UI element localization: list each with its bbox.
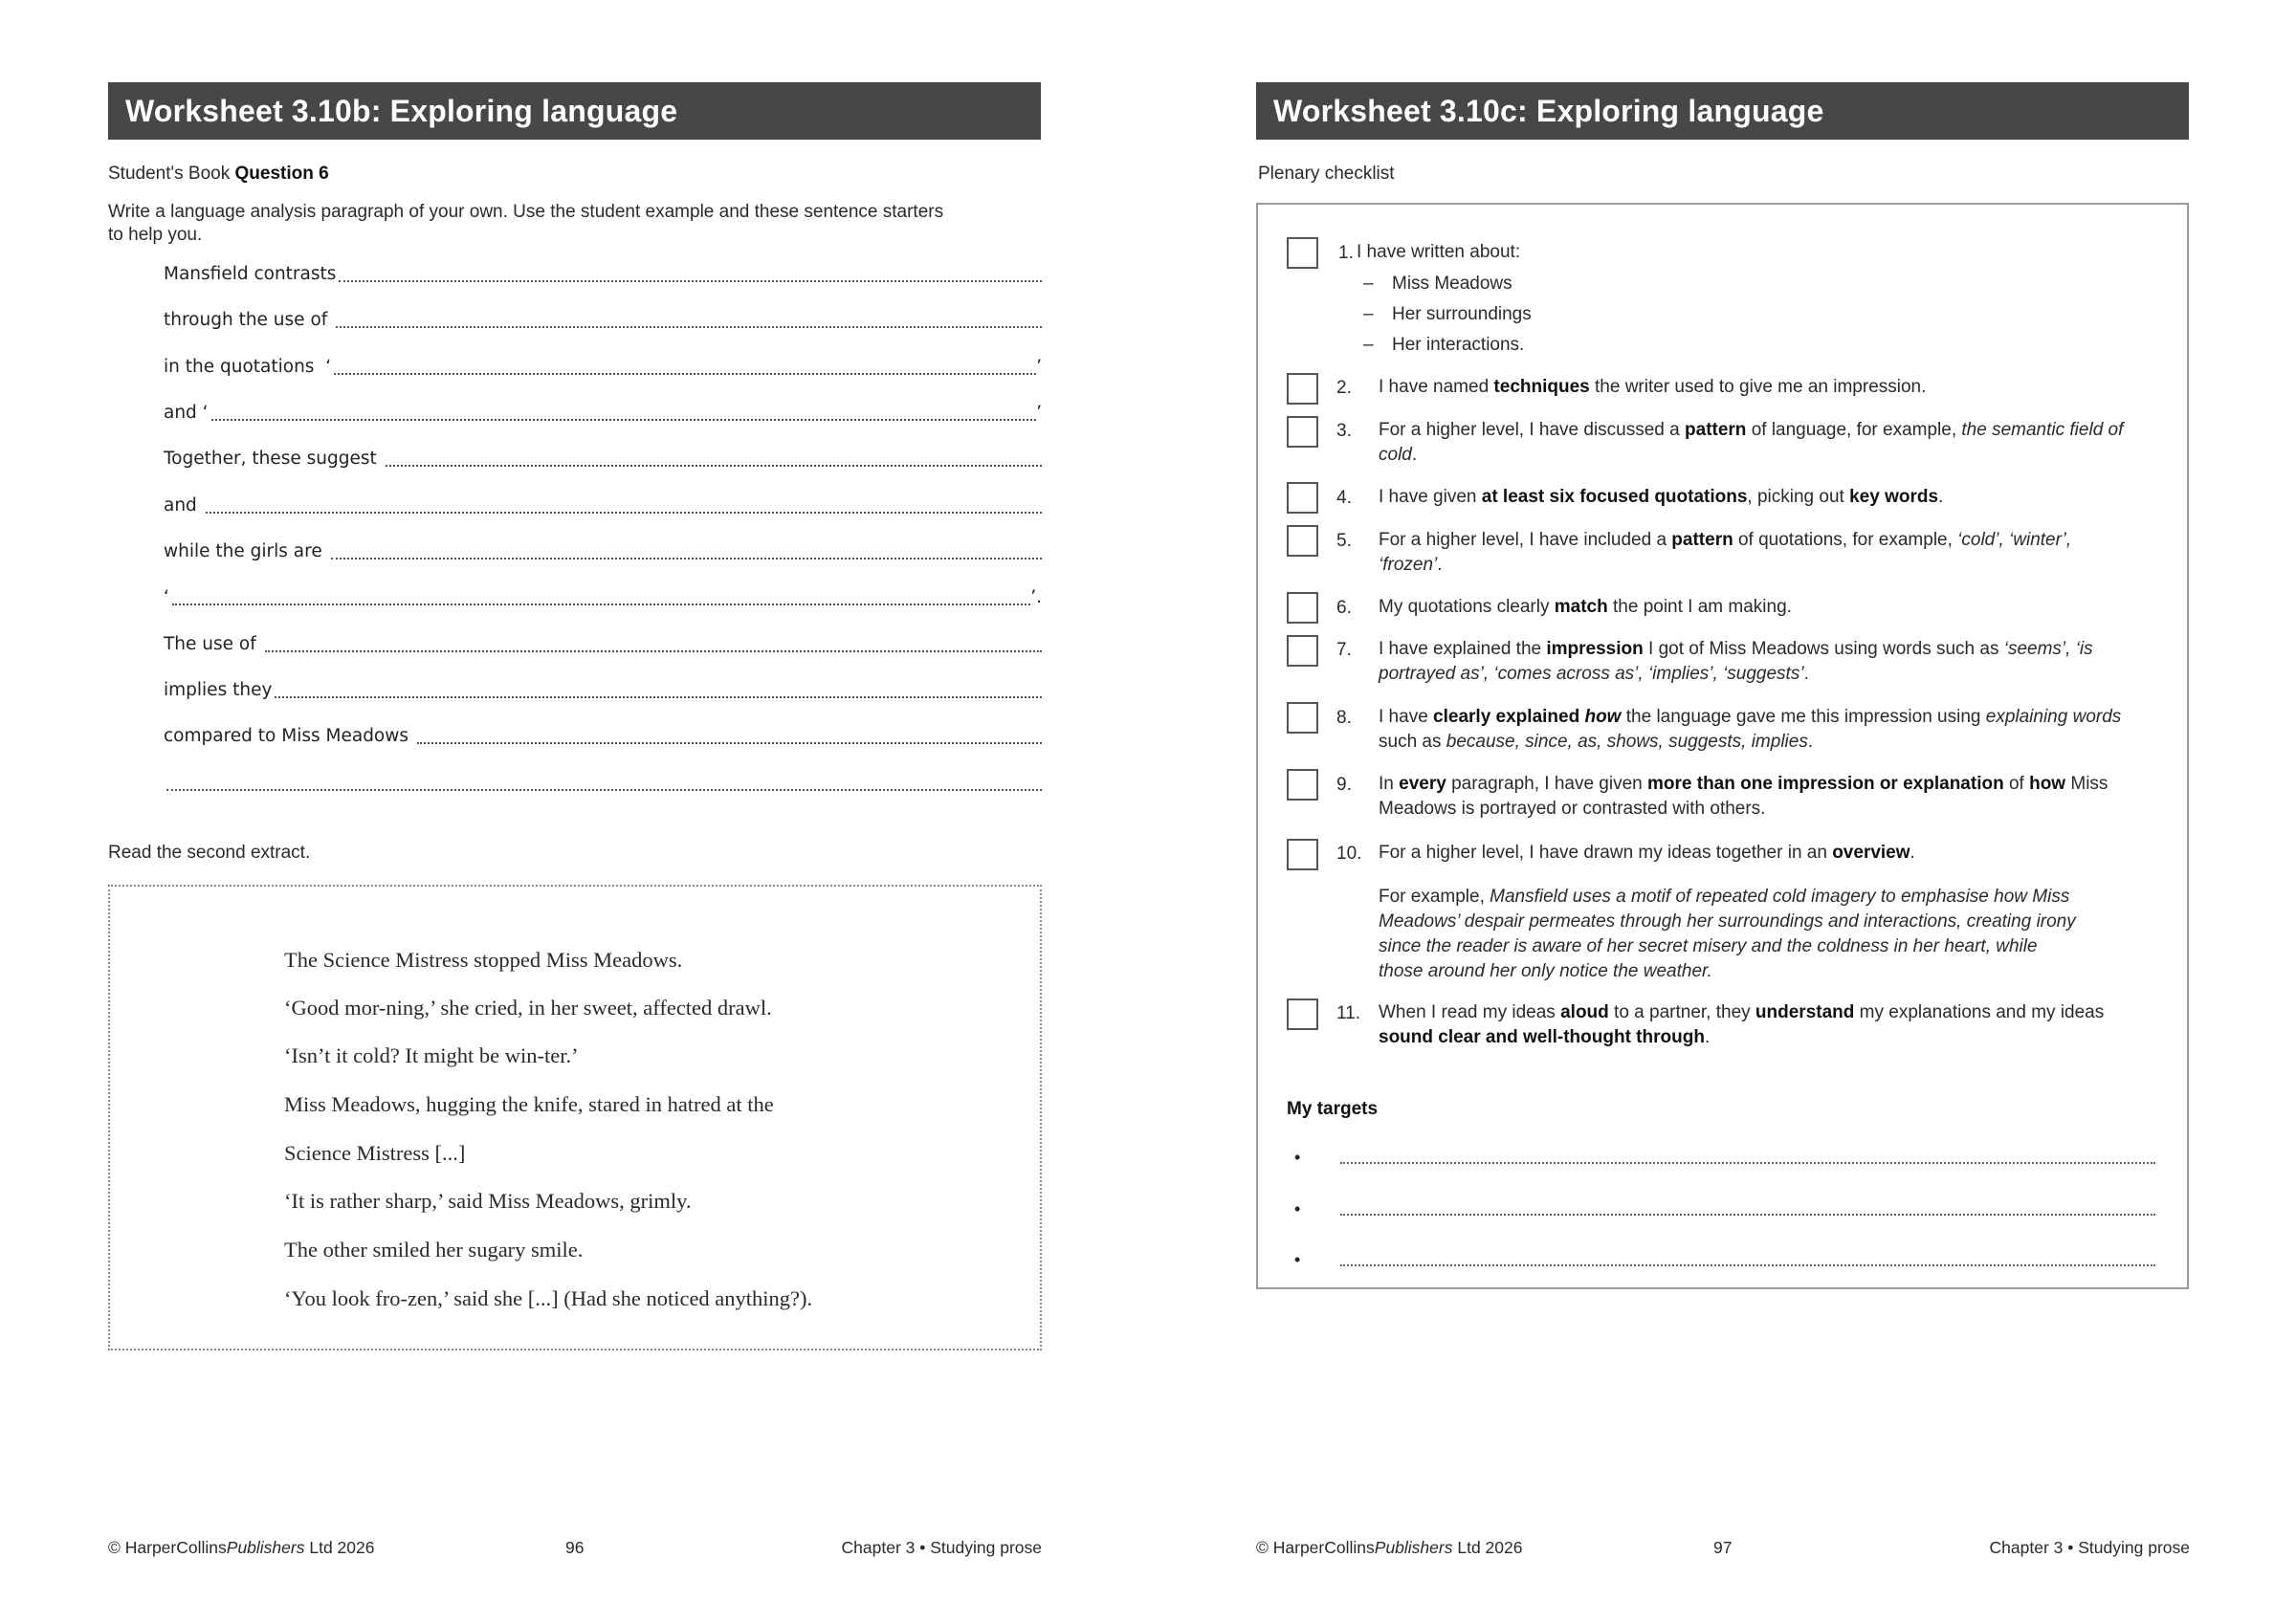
my-targets-heading: My targets <box>1287 1099 1379 1119</box>
text-segment: more than one impression or explanation <box>1647 774 2004 794</box>
text-segment: sound clear and well-thought through <box>1379 1027 1705 1047</box>
text-segment: every <box>1399 774 1446 794</box>
text-segment: because, since, as, shows, suggests, implies <box>1446 732 1808 752</box>
text-segment: the language gave me this impression using <box>1621 707 1986 727</box>
text-segment: . <box>1910 843 1915 863</box>
copyright-prefix: © HarperCollins <box>1256 1538 1375 1557</box>
text-segment: how <box>2029 774 2066 794</box>
sub-item <box>1363 274 1512 295</box>
sentence-starter-line[interactable] <box>164 580 1042 608</box>
sub-item-text: Her surroundings <box>1392 304 1532 324</box>
starter-label: while the girls are <box>164 541 328 561</box>
chapter-label: Chapter 3 • Studying prose <box>1989 1538 2190 1557</box>
text-segment: match <box>1554 597 1608 617</box>
extract-line: ‘You look fro-zen,’ said she [...] (Had she noticed anything?). <box>284 1286 813 1310</box>
checklist-box <box>1256 203 2189 1289</box>
page-number: 97 <box>1713 1538 1733 1557</box>
checkbox[interactable] <box>1287 839 1318 870</box>
checkbox[interactable] <box>1287 482 1318 514</box>
item-number: 4. <box>1336 488 1352 508</box>
text-segment: I have <box>1379 707 1434 727</box>
text-segment: . <box>1411 445 1418 465</box>
item-number: 3. <box>1336 421 1352 441</box>
text-segment: key words <box>1849 487 1939 507</box>
page-number: 96 <box>565 1538 585 1557</box>
instruction-line-2: to help you. <box>108 225 203 245</box>
extract-line: The Science Mistress stopped Miss Meadows. <box>284 948 683 972</box>
bullet-icon: • <box>1294 1199 1301 1218</box>
checkbox[interactable] <box>1287 999 1318 1030</box>
dash-bullet: – <box>1363 304 1374 324</box>
text-segment: . <box>1803 664 1809 684</box>
text-segment: pattern <box>1671 530 1733 550</box>
answer-dotted-line[interactable] <box>386 463 1042 467</box>
text-segment: I have given <box>1379 487 1482 507</box>
answer-dotted-line[interactable] <box>206 510 1042 514</box>
sentence-starter-line[interactable] <box>164 626 1042 655</box>
text-segment: For example, <box>1379 887 1490 907</box>
text-segment: explaining words <box>1985 707 2122 727</box>
text-segment: clearly explained <box>1433 707 1585 727</box>
target-dotted-line[interactable] <box>1340 1160 2155 1164</box>
copyright-suffix: Ltd 2026 <box>1452 1538 1523 1557</box>
item-text <box>1357 240 2103 265</box>
sentence-starter-line[interactable] <box>164 718 1042 747</box>
answer-dotted-line[interactable] <box>265 648 1042 652</box>
item-text <box>1379 1000 2125 1050</box>
item-number: 2. <box>1336 378 1352 398</box>
text-segment: of language, for example, <box>1746 420 1962 440</box>
extract-line: ‘Good mor-ning,’ she cried, in her sweet, affected drawl. <box>284 996 772 1020</box>
chapter-label: Chapter 3 • Studying prose <box>841 1538 1042 1557</box>
text-segment: such as <box>1379 732 1446 752</box>
close-quote: ’ <box>1036 403 1042 423</box>
extract-line: Science Mistress [...] <box>284 1141 466 1165</box>
text-segment: how <box>1584 707 1622 727</box>
starter-label: compared to Miss Meadows <box>164 726 414 746</box>
bullet-icon: • <box>1294 1148 1301 1167</box>
text-segment: ‘cold’, ‘winter’, ‘frozen’ <box>1379 530 2072 575</box>
starter-label: The use of <box>164 634 262 654</box>
sentence-starter-line[interactable] <box>164 672 1042 701</box>
text-segment: Miss Meadows is portrayed or contrasted with others. <box>1379 774 2108 819</box>
target-dotted-line[interactable] <box>1340 1262 2155 1266</box>
text-segment: . <box>1704 1027 1711 1047</box>
item-number: 7. <box>1336 640 1352 660</box>
sentence-starter-line[interactable] <box>164 441 1042 470</box>
checkbox[interactable] <box>1287 635 1318 667</box>
close-quote: ’ <box>1036 357 1042 377</box>
starter-label: and ‘ <box>164 403 209 423</box>
item-text <box>1379 637 2125 687</box>
text-segment: . <box>1807 732 1814 752</box>
sub-item <box>1363 335 1524 356</box>
sentence-starter-line[interactable] <box>164 765 1042 794</box>
starter-label: and <box>164 495 203 516</box>
dash-bullet: – <box>1363 335 1374 355</box>
worksheet-header: Worksheet 3.10b: Exploring language <box>108 82 1041 140</box>
read-extract-prompt: Read the second extract. <box>108 843 311 863</box>
target-line[interactable] <box>1294 1198 2155 1218</box>
target-dotted-line[interactable] <box>1340 1212 2155 1216</box>
answer-dotted-line[interactable] <box>172 602 1030 605</box>
starter-label: in the quotations ‘ <box>164 357 332 377</box>
target-line[interactable] <box>1294 1147 2155 1166</box>
text-segment: to a partner, they <box>1608 1002 1755 1022</box>
item-text <box>1379 595 2125 620</box>
copyright-italic: Publishers <box>226 1538 305 1557</box>
sentence-starter-line[interactable] <box>164 302 1042 331</box>
copyright-suffix: Ltd 2026 <box>304 1538 375 1557</box>
answer-dotted-line[interactable] <box>275 694 1042 698</box>
item-number: 10. <box>1336 844 1362 864</box>
starter-label: ‘ <box>164 587 169 607</box>
checkbox[interactable] <box>1287 769 1318 801</box>
question-ref-prefix: Student's Book <box>108 164 235 184</box>
item-text <box>1379 528 2125 578</box>
item-text <box>1379 375 2125 400</box>
checkbox[interactable] <box>1287 373 1318 405</box>
extract-line: The other smiled her sugary smile. <box>284 1238 584 1262</box>
text-segment: pattern <box>1685 420 1747 440</box>
text-segment: ‘seems’, ‘is portrayed as’, ‘comes across as’, ‘implies’, ‘suggests’ <box>1379 639 2093 684</box>
starter-label: implies they <box>164 680 273 700</box>
answer-dotted-line[interactable] <box>331 556 1042 560</box>
text-segment: For a higher level, I have discussed a <box>1379 420 1686 440</box>
text-segment: In <box>1379 774 1400 794</box>
extract-line: Miss Meadows, hugging the knife, stared in hatred at the <box>284 1092 774 1116</box>
checkbox[interactable] <box>1287 592 1318 624</box>
text-segment: of <box>2003 774 2030 794</box>
text-segment: When I read my ideas <box>1379 1002 1561 1022</box>
page-footer <box>1256 1538 2190 1561</box>
text-segment: understand <box>1755 1002 1855 1022</box>
item-number: 1. <box>1338 243 1354 263</box>
worksheet-header: Worksheet 3.10c: Exploring language <box>1256 82 2189 140</box>
answer-dotted-line[interactable] <box>166 787 1042 791</box>
text-segment: my explanations and my ideas <box>1854 1002 2105 1022</box>
starter-label: Mansfield contrasts <box>164 264 337 284</box>
text-segment: of quotations, for example, <box>1733 530 1958 550</box>
text-segment: Mansfield uses a motif of repeated cold imagery to emphasise how Miss Meadows’ despair permeates through her surroundings and interactions, creating irony since the reader is aware of her secret misery and the coldness in her heart, while those around her only notice the weather. <box>1379 887 2076 981</box>
answer-dotted-line[interactable] <box>334 371 1036 375</box>
item-text <box>1379 485 2125 510</box>
copyright-prefix: © HarperCollins <box>108 1538 227 1557</box>
text-segment: I have named <box>1379 377 1494 397</box>
text-segment: techniques <box>1493 377 1590 397</box>
item-number: 5. <box>1336 531 1352 551</box>
sub-item-text: Her interactions. <box>1392 335 1525 355</box>
checkbox[interactable] <box>1287 525 1318 557</box>
answer-dotted-line[interactable] <box>417 740 1042 744</box>
text-segment: My quotations clearly <box>1379 597 1555 617</box>
sentence-starter-line[interactable] <box>164 534 1042 562</box>
instructions <box>108 201 1027 247</box>
text-segment: . <box>1938 487 1944 507</box>
instruction-line-1: Write a language analysis paragraph of your own. Use the student example and these sentence starters <box>108 202 944 222</box>
text-segment: overview <box>1832 843 1910 863</box>
text-segment: , picking out <box>1747 487 1850 507</box>
text-segment: . <box>1437 555 1443 575</box>
target-line[interactable] <box>1294 1249 2155 1268</box>
item-text <box>1379 705 2125 755</box>
bullet-icon: • <box>1294 1250 1301 1269</box>
checkbox[interactable] <box>1287 237 1318 269</box>
question-ref-number: Question 6 <box>234 164 329 184</box>
sub-item <box>1363 304 1532 325</box>
starter-label: Together, these suggest <box>164 449 383 469</box>
starter-label: through the use of <box>164 310 334 330</box>
worksheet-page-left <box>108 0 1042 1624</box>
answer-dotted-line[interactable] <box>336 324 1042 328</box>
sentence-starter-line[interactable] <box>164 349 1042 378</box>
sentence-starter-line[interactable] <box>164 488 1042 516</box>
page-footer <box>108 1538 1042 1561</box>
item-text <box>1379 841 2125 866</box>
item-text <box>1379 772 2125 822</box>
question-reference <box>108 163 329 186</box>
text-segment: aloud <box>1560 1002 1609 1022</box>
dash-bullet: – <box>1363 274 1374 294</box>
plenary-checklist-label: Plenary checklist <box>1258 164 1395 184</box>
sub-item-text: Miss Meadows <box>1392 274 1512 294</box>
text-segment: For a higher level, I have included a <box>1379 530 1672 550</box>
sentence-starter-line[interactable] <box>164 395 1042 424</box>
text-segment: For a higher level, I have drawn my ideas together in an <box>1379 843 1833 863</box>
extract-box <box>108 885 1042 1350</box>
extract-line: ‘It is rather sharp,’ said Miss Meadows, grimly. <box>284 1189 692 1213</box>
text-segment: impression <box>1546 639 1644 659</box>
overview-example <box>1379 885 2086 984</box>
copyright-italic: Publishers <box>1374 1538 1453 1557</box>
text-segment: I have explained the <box>1379 639 1547 659</box>
extract-line: ‘Isn’t it cold? It might be win-ter.’ <box>284 1043 579 1067</box>
text-segment: the semantic field of cold <box>1379 420 2124 465</box>
text-segment: at least six focused quotations <box>1481 487 1748 507</box>
item-number: 6. <box>1336 598 1352 618</box>
answer-dotted-line[interactable] <box>211 417 1037 421</box>
checkbox[interactable] <box>1287 702 1318 734</box>
worksheet-page-right <box>1256 0 2190 1624</box>
text-segment: the writer used to give me an impression. <box>1589 377 1927 397</box>
item-number: 11. <box>1336 1003 1361 1023</box>
item-text <box>1379 418 2125 468</box>
answer-dotted-line[interactable] <box>339 278 1042 282</box>
text-segment: paragraph, I have given <box>1446 774 1647 794</box>
sentence-starter-line[interactable] <box>164 256 1042 285</box>
text-segment: I got of Miss Meadows using words such as <box>1643 639 2004 659</box>
item-number: 8. <box>1336 708 1352 728</box>
text-segment: I have written about: <box>1357 242 1521 262</box>
close-quote: ’. <box>1030 587 1042 607</box>
copyright <box>108 1538 374 1558</box>
text-segment: the point I am making. <box>1607 597 1792 617</box>
item-number: 9. <box>1336 775 1352 795</box>
checkbox[interactable] <box>1287 416 1318 448</box>
copyright <box>1256 1538 1522 1558</box>
